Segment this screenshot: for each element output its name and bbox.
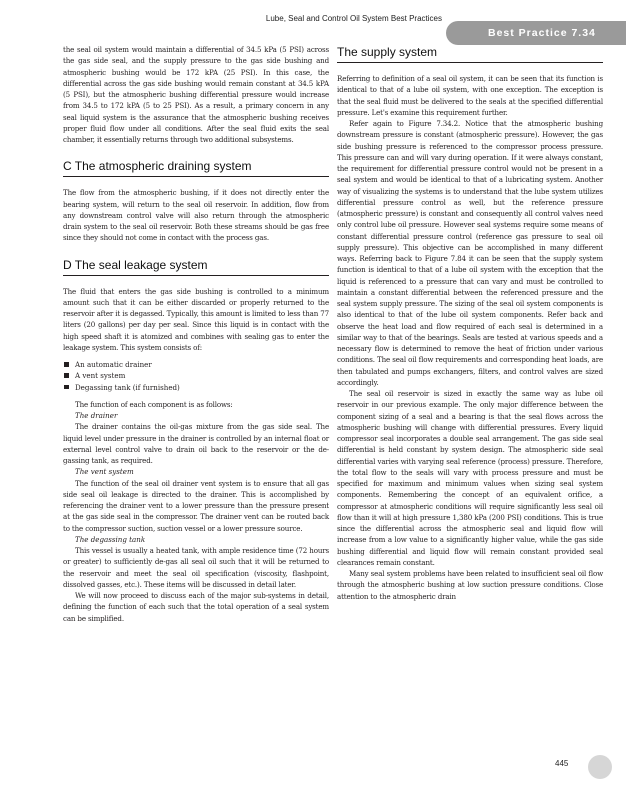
bullet-square-icon [64,362,69,367]
section-rule [63,275,329,276]
paragraph: Referring to definition of a seal oil system, it can be seen that its function is identical to that of a lube oil system, with one exception. The exception is that the seal fluid must be delivered to the seals at the specified differential pressure. Let's examine this requirement further. [337,74,603,117]
paragraph: The function of each component is as follows: [75,399,233,409]
list-item [63,359,329,370]
paragraph: The function of the seal oil drainer vent system is to ensure that all gas side seal oil leakage is directed to the drainer. This is accomplished by referencing the drainer vent to a lower pressure than the pressure present at the gas side seal in the compressor. The drainer vent can be routed back to the compressor suction, suction vessel or a lower pressure source. [63,478,329,533]
component-list [63,359,329,393]
paragraph: The fluid that enters the gas side bushing is controlled to a minimum amount such that it can be either discarded or properly returned to the reservoir after it is degassed. Typically, this amount is limited to less than 77 liters (20 gallons) per day per seal. Since this liquid is in contact with the high speed shaft it is atomized and combines with sealing gas to enter the leakage system. This system consists of: [63,286,329,352]
right-column [337,44,603,602]
list-item-text: Degassing tank (if furnished) [75,382,180,392]
section-rule [63,176,329,177]
paragraph: The flow from the atmospheric bushing, if it does not directly enter the bearing system, will return to the seal oil reservoir. In addition, flow from any downstream control valve will also return through the atmospheric drain system to the seal oil reservoir. Both these streams should be gas free since they should not come in contact with the process gas. [63,188,329,243]
paragraph: This vessel is usually a heated tank, with ample residence time (72 hours or greater) to sufficiently de-gas all seal oil such that it will be returned to the reservoir and meet the seal oil specification (viscosity, flashpoint, dissolved gasses, etc.). These items will be discussed in detail later. [63,546,329,589]
subheading-degassing-tank: The degassing tank [75,534,146,544]
paragraph: the seal oil system would maintain a differential of 34.5 kPa (5 PSI) across the gas side seal, and the supply pressure to the gas side bushing and atmospheric bushing would be 172 kPA (25 PSI). In this case, the differential across the gas side bushing would remain constant at 34.5 kPA (5 PSI), but the atmospheric bushing differential pressure would increase from 34.5 to 172 kPA (5 to 25 PSI). As a result, a primary concern in any seal liquid system is the assurance that the atmospheric bushing receives proper fluid flow under all conditions. After the seal fluid exits the seal chamber, it essentially returns through two additional subsystems. [63,45,329,144]
paragraph [337,118,603,388]
paragraph: The drainer contains the oil-gas mixture from the gas side seal. The liquid level under pressure in the drainer is controlled by an internal float or external level control valve to drain oil back to the reservoir or the de-gassing tank, as required. [63,422,329,465]
list-item [63,370,329,381]
list-item-text: A vent system [75,371,126,381]
text-run: Refer again to [349,119,409,128]
section-heading-supply-system: The supply system [337,45,438,59]
paragraph: We will now proceed to discuss each of the major sub-systems in detail, defining the function of each such that the total operation of a seal system can be simplified. [63,591,329,623]
best-practice-tab: Best Practice 7.34 [458,21,626,45]
section-rule [337,62,603,63]
paragraph: Many seal system problems have been related to insufficient seal oil flow through the atmospheric bushing at low suction pressure conditions. Close attention to the atmospheric drain [337,569,603,601]
section-heading-atmospheric-draining: C The atmospheric draining system [63,159,252,174]
section-heading-seal-leakage: D The seal leakage system [63,257,208,272]
text-run: . Notice that the atmospheric bushing downstream pressure is constant (atmospheric pressure). However, the gas side bushing pressure is referenced to the compressor process pressure. This pressure can and will vary during operation. If it were always constant, the requirement for differential pressure control would not be present in a seal system and would be identical to that of a lubricating system. Another way of visualizing the systems is to understand that the lube system utilizes differential pressure control as well, but the reference pressure (atmospheric pressure) is constant and consequently all control valves need only control lube oil pressure. However seal systems require some means of constant differential pressure control (reference gas pressure to seal oil supply pressure). This objective can be accomplished in many different ways. Referring back to Figure 7.84 it can be seen that the supply system function is identical to that of a lube oil system with the exception that the liquid is referenced to a pressure that can vary and must be controlled to maintain a constant differential between the referenced pressure and the seal system supply pressure. The sizing of the seal oil system components is also identical to that of the lube oil system components. Refer back and observe the heat load and flow required of each seal is determined in a similar way to that of the bearings. Seals are tested at various speeds and a necessary flow is determined to remove the heat of friction under various conditions. The seal oil flow requirements and corresponding heat loads, are then tabulated and pumps exchangers, filters, and control valves are sized accordingly. [337,119,603,387]
bullet-square-icon [64,373,69,378]
page-circle-ornament [588,755,612,779]
bullet-square-icon [64,385,69,390]
left-column [63,44,329,624]
page-number: 445 [555,759,569,768]
list-item [63,382,329,393]
list-item-text: An automatic drainer [75,360,152,369]
figure-reference-link[interactable]: Figure 7.34.2 [408,119,458,128]
paragraph: The seal oil reservoir is sized in exactly the same way as lube oil reservoir in our previous example. The only major difference between the component sizing of a seal and a bearing is that the seal flows across the atmospheric bushing will change with differential pressures. Every liquid compressor seal incorporates a double seal arrangement. The gas side seal differential is held constant by system design. The atmospheric side seal differential varies with varying seal reference (process) pressure. Therefore, the total flow to the seals will vary with process pressure and must be specified for maximum and minimum values when sizing seal system components. Remembering the concept of an equivalent orifice, a compressor at atmospheric conditions will require significantly less seal oil flow than it will at high pressure 1,380 kPa (200 PSI) conditions. This is true since the differential across the atmospheric seal and liquid flow will increase from a low value to a significantly higher value, while the gas side bushing differential and liquid flow will remain constant provided seal clearances remain constant. [337,389,603,567]
running-header-title: Lube, Seal and Control Oil System Best Practices [265,14,442,23]
subheading-vent-system: The vent system [75,467,134,477]
subheading-drainer: The drainer [75,411,118,420]
